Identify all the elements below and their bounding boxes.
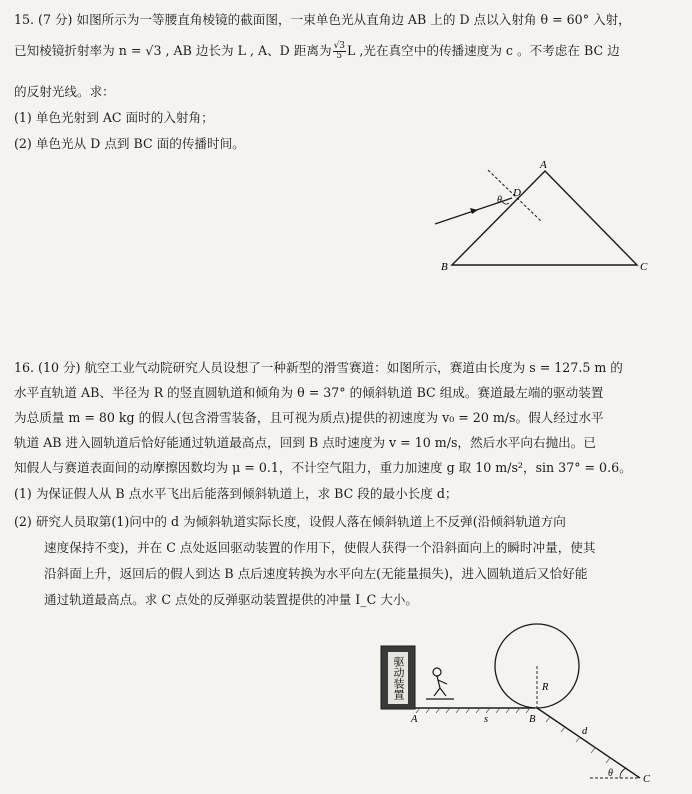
skier-figure: [426, 668, 454, 699]
q15-sub2: (2) 单色光从 D 点到 BC 面的传播时间。: [14, 136, 245, 151]
q16-sub2-line4: 通过轨道最高点。求 C 点处的反弹驱动装置提供的冲量 I_C 大小。: [44, 592, 418, 607]
q15-sub1: (1) 单色光射到 AC 面时的入射角；: [14, 110, 214, 125]
label-D: D: [513, 187, 521, 199]
q16-line3: 为总质量 m = 80 kg 的假人(包含滑雪装备，且可视为质点)提供的初速度为 v₀ = 20 m/s。假人经过水平: [14, 410, 604, 425]
prism-triangle: [452, 171, 637, 265]
label-theta: θ: [497, 195, 502, 206]
q16-line2: 水平直轨道 AB、半径为 R 的竖直圆轨道和倾角为 θ = 37° 的倾斜轨道 BC 组成。赛道最左端的驱动装置: [14, 385, 604, 400]
label-A: A: [411, 714, 418, 725]
label-d: d: [582, 726, 588, 737]
q16-sub1: (1) 为保证假人从 B 点水平飞出后能落到倾斜轨道上，求 BC 段的最小长度 d；: [14, 486, 458, 501]
label-C: C: [643, 774, 651, 785]
q16-line1: 16. (10 分) 航空工业气动院研究人员设想了一种新型的滑雪赛道：如图所示，赛道由长度为 s = 127.5 m 的: [14, 360, 623, 375]
label-C: C: [640, 261, 648, 273]
drive-device-label: 驱动装置: [392, 656, 404, 700]
label-B: B: [529, 714, 536, 725]
q16-sub2-line3: 沿斜面上升，返回后的假人到达 B 点后速度转换为水平向左(无能量损失)，进入圆轨道后又恰好能: [44, 566, 588, 581]
label-theta: θ: [608, 768, 613, 779]
q15-line2-pre: 已知棱镜折射率为 n = √3 , AB 边长为 L , A、D 距离为: [14, 43, 332, 58]
q15-line3: 的反射光线。求：: [14, 84, 115, 99]
label-A: A: [540, 159, 547, 171]
ray-arrow: [470, 208, 478, 214]
ground-hatch: [416, 708, 530, 713]
label-B: B: [441, 261, 448, 273]
q15-fraction-den: 5: [336, 51, 343, 61]
q16-line5: 知假人与赛道表面间的动摩擦因数均为 μ = 0.1，不计空气阻力，重力加速度 g 取 10 m/s²，sin 37° = 0.6。: [14, 460, 632, 475]
q16-line4: 轨道 AB 进入圆轨道后恰好能通过轨道最高点，回到 B 点时速度为 v = 10 m/s，然后水平向右抛出。已: [14, 435, 596, 450]
q15-line1: 15. (7 分) 如图所示为一等腰直角棱镜的截面图，一束单色光从直角边 AB 上的 D 点以入射角 θ = 60° 入射，: [14, 12, 631, 27]
q15-line2-post: L ,光在真空中的传播速度为 c 。不考虑在 BC 边: [347, 43, 620, 58]
q16-track-figure: [0, 610, 692, 794]
q16-sub2-line1: (2) 研究人员取第(1)问中的 d 为倾斜轨道实际长度，设假人落在倾斜轨道上不反弹(沿倾斜轨道方向: [14, 514, 566, 529]
q16-sub2-line2: 速度保持不变)，并在 C 点处返回驱动装置的作用下，使假人获得一个沿斜面向上的瞬时冲量，使其: [44, 540, 596, 555]
theta-arc: [620, 768, 627, 778]
q15-fraction-num: √3: [333, 41, 346, 51]
label-R: R: [542, 682, 549, 693]
label-s: s: [484, 714, 489, 725]
incline-track: [537, 708, 640, 778]
q15-prism-figure: [0, 0, 692, 300]
